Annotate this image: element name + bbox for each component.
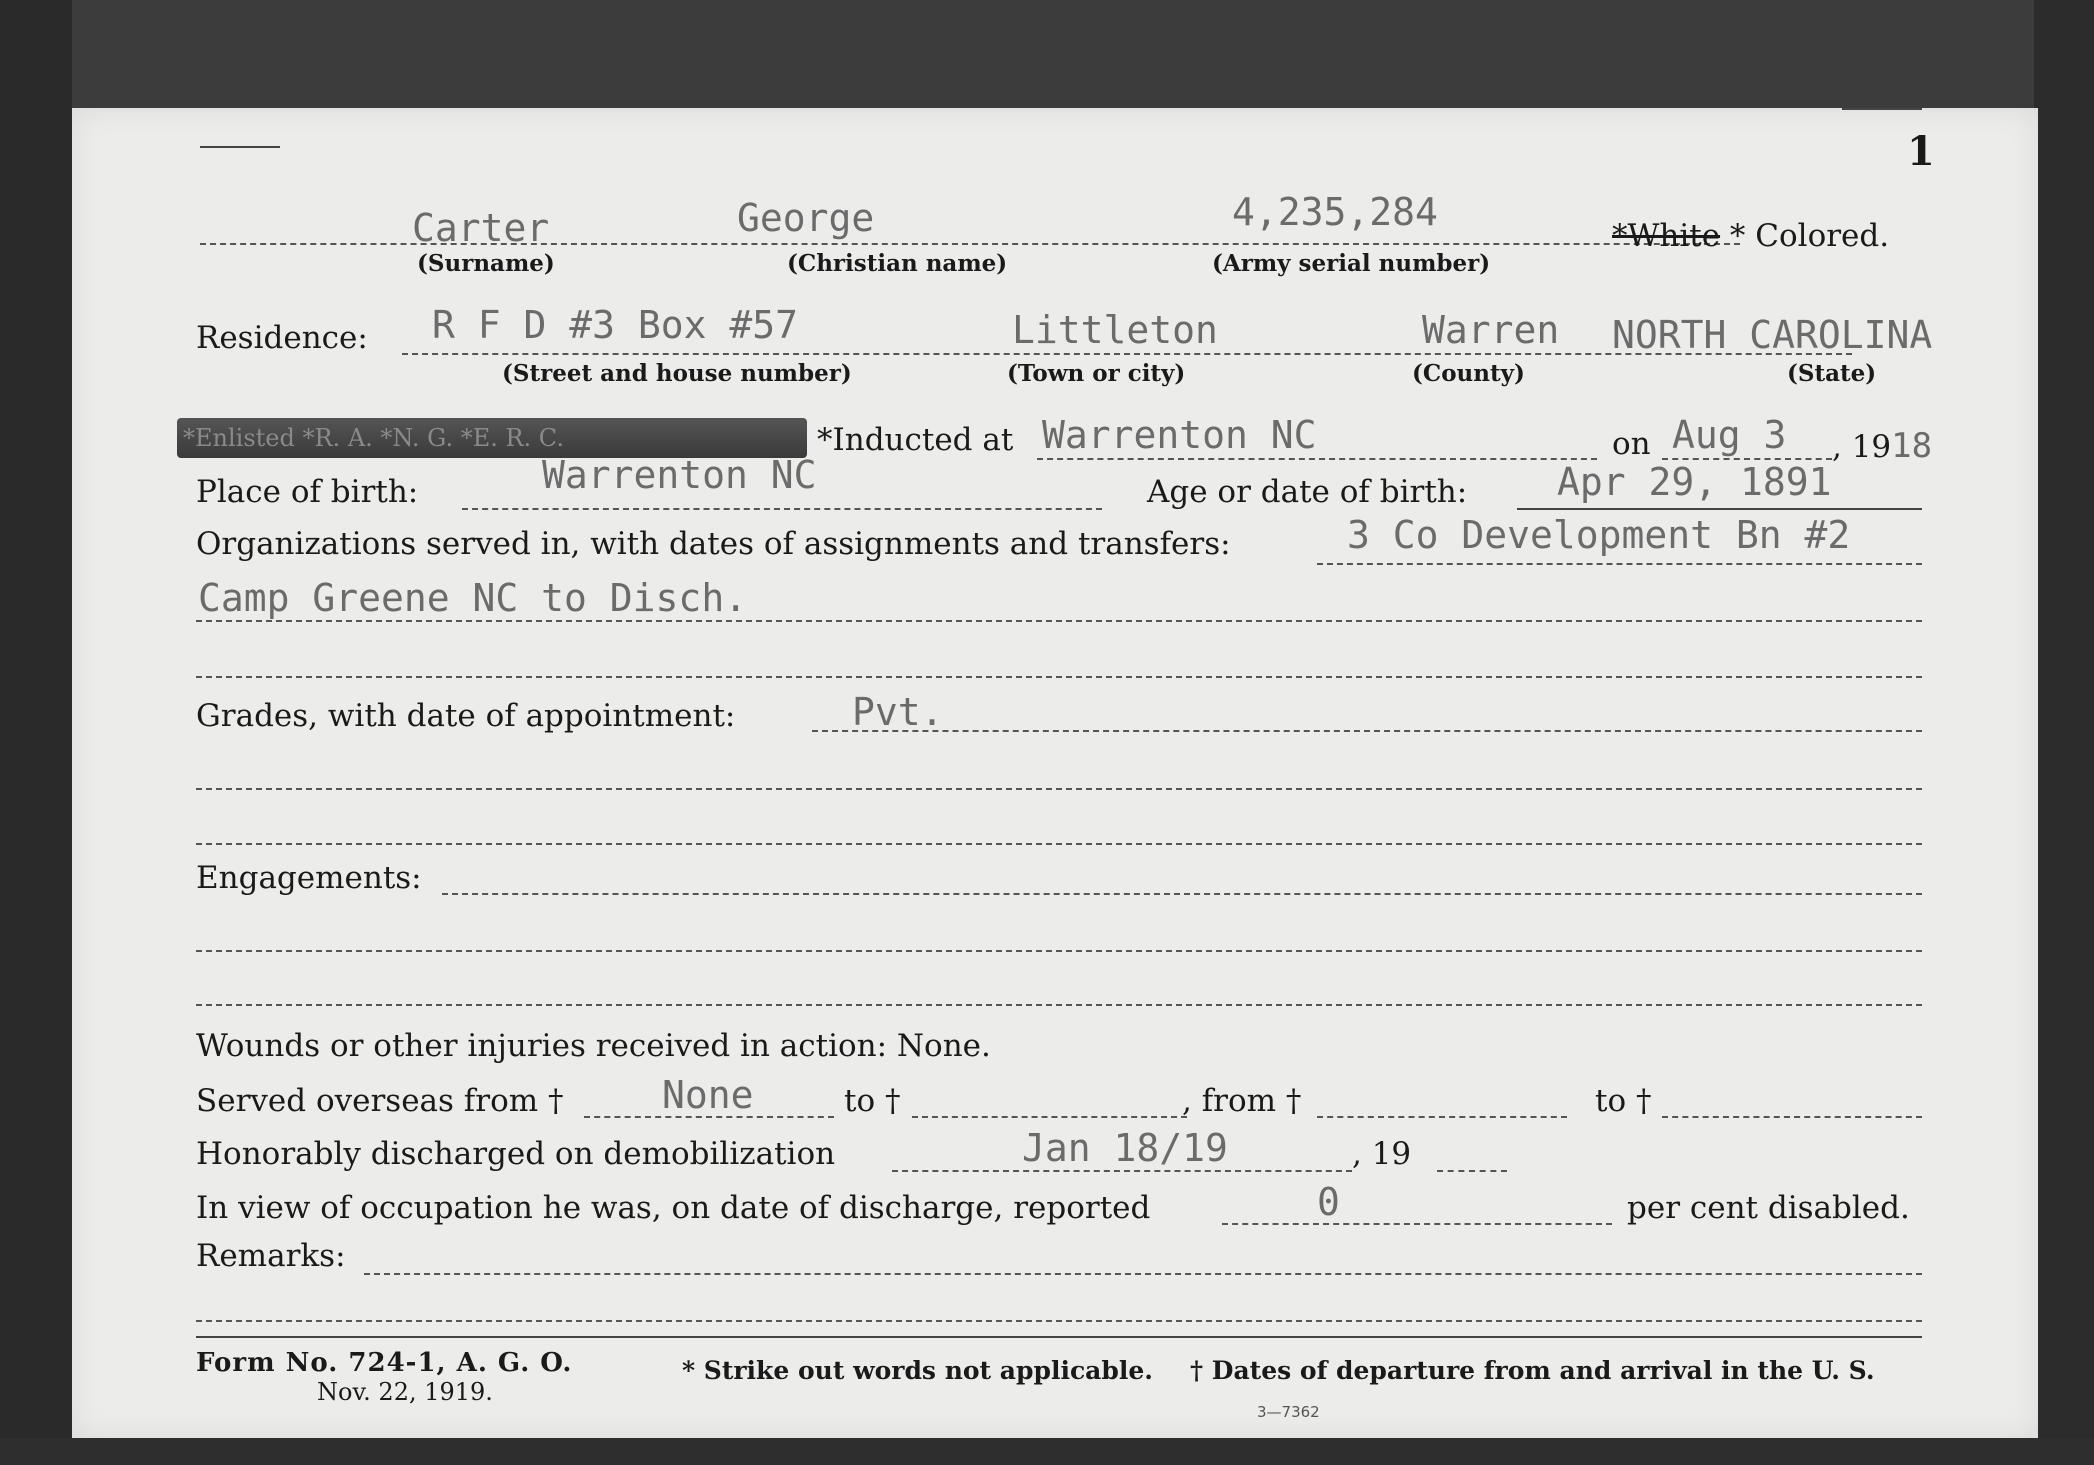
christian-name-label: (Christian name) [787,250,1008,277]
discharge-date-line [892,1170,1352,1172]
inducted-place: Warrenton NC [1042,413,1317,457]
induction-year-suffix: 18 [1891,426,1933,466]
disability-label: In view of occupation he was, on date of discharge, reported [196,1190,1151,1226]
remarks-line-1 [364,1273,1922,1275]
scan-background-top [0,0,2094,108]
birthdate-label: Age or date of birth: [1147,474,1468,510]
overseas-from-label: Served overseas from † [196,1083,564,1119]
organizations-value-1: 3 Co Development Bn #2 [1347,513,1851,557]
overseas-to2-line [1662,1116,1922,1118]
surname-value: Carter [412,206,550,250]
disability-line [1222,1223,1612,1225]
residence-street: R F D #3 Box #57 [432,303,799,347]
induction-year-prefix: , 19 [1832,429,1892,465]
disability-suffix: per cent disabled. [1627,1190,1910,1226]
scan-background-right [2034,0,2094,1465]
on-label: on [1612,426,1651,462]
engagements-line-1 [442,893,1922,895]
birthplace-value: Warrenton NC [542,453,817,497]
discharge-date: Jan 18/19 [1022,1126,1228,1170]
discharge-label: Honorably discharged on demobilization [196,1136,836,1172]
dates-note: † Dates of departure from and arrival in the U. S. [1190,1356,1875,1385]
overseas-from2-label: , from † [1182,1083,1302,1119]
struck-enlistment-text: *Enlisted *R. A. *N. G. *E. R. C. [183,424,564,452]
state-label: (State) [1787,360,1877,387]
inducted-line [1037,458,1597,460]
residence-county: Warren [1422,308,1560,352]
inducted-label: *Inducted at [817,422,1014,458]
grades-line-2 [196,788,1922,790]
engagements-line-3 [196,1004,1922,1006]
residence-state: NORTH CAROLINA [1612,313,1933,357]
county-label: (County) [1412,360,1525,387]
remarks-line-2 [196,1320,1922,1322]
organizations-label: Organizations served in, with dates of assignments and transfers: [196,526,1231,562]
organizations-line-3 [196,676,1922,678]
birthplace-line [462,508,1102,510]
grades-line-3 [196,843,1922,845]
scan-background-bottom [0,1438,2094,1465]
grades-value: Pvt. [852,690,944,734]
grades-line-1 [812,730,1922,732]
card-number: 1 [1907,128,1935,175]
form-number: Form No. 724-1, A. G. O. [196,1348,573,1378]
serial-number-value: 4,235,284 [1232,190,1438,234]
disability-value: 0 [1317,1180,1340,1224]
overseas-to-label: to † [844,1083,901,1119]
scan-background-left [0,0,72,1465]
print-code: 3—7362 [1257,1403,1320,1421]
birthdate-value: Apr 29, 1891 [1557,460,1832,504]
street-label: (Street and house number) [502,360,852,387]
christian-name-value: George [737,196,875,240]
remarks-label: Remarks: [196,1238,346,1274]
footer-rule [196,1336,1922,1338]
overseas-from-value: None [662,1073,754,1117]
residence-label: Residence: [196,320,368,356]
top-rule [200,146,280,148]
form-date: Nov. 22, 1919. [317,1378,493,1406]
discharge-year-line [1437,1170,1507,1172]
organizations-value-2: Camp Greene NC to Disch. [198,576,748,620]
serial-number-label: (Army serial number) [1212,250,1491,277]
overseas-to-line [912,1116,1187,1118]
race-colored: Colored. [1755,218,1890,254]
induction-year [1832,426,1932,466]
overseas-from2-line [1317,1116,1567,1118]
number-rule [1842,108,1922,110]
race-white: *White [1612,218,1721,254]
race-separator: * [1729,218,1746,254]
grades-label: Grades, with date of appointment: [196,698,736,734]
residence-town: Littleton [1012,308,1218,352]
service-record-card [72,108,2038,1438]
redacted-enlistment-options [177,418,807,458]
town-label: (Town or city) [1007,360,1186,387]
birthplace-label: Place of birth: [196,474,419,510]
wounds-text: Wounds or other injuries received in action: None. [196,1028,991,1064]
surname-label: (Surname) [417,250,555,277]
induction-date: Aug 3 [1672,413,1787,457]
race-field [1612,218,1889,254]
strike-note: * Strike out words not applicable. [682,1356,1153,1385]
organizations-line-2 [196,620,1922,622]
organizations-line-1 [1317,563,1922,565]
engagements-line-2 [196,950,1922,952]
discharge-year-label: , 19 [1352,1136,1412,1172]
engagements-label: Engagements: [196,860,422,896]
overseas-to2-label: to † [1595,1083,1652,1119]
birthdate-line [1517,508,1922,510]
